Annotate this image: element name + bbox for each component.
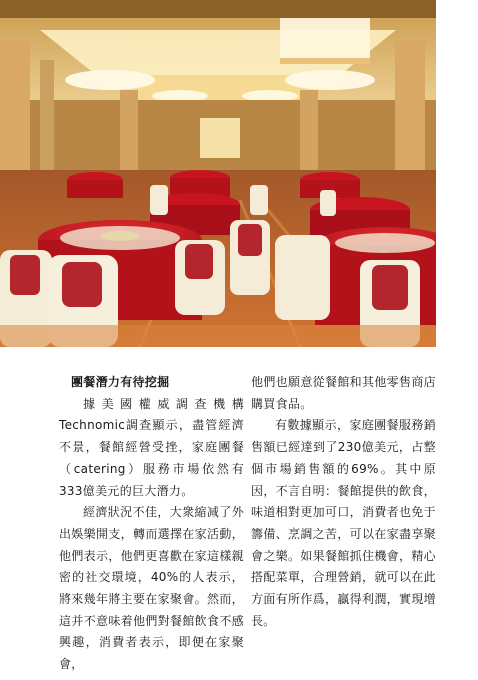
paragraph-data: 有數據顯示，家庭團餐服務銷售額已經達到了230億美元，占整個市場銷售額的69%。其中原因，不言自明：餐館提供的飲食，味道相對更加可口，消費者也免于籌備、烹調之苦，可以在家盡享聚會之樂。如果餐館抓住機會，精心搭配菜單，合理營銷，就可以在此方面有所作爲，贏得利潤，實現增長。 <box>251 418 436 628</box>
banquet-hall-photo <box>0 0 436 347</box>
column-mid-right <box>300 90 318 180</box>
article-column-left <box>59 372 244 676</box>
paragraph-survey: 據美國權威調查機構Technomic調查顯示，盡管經濟不景，餐館經營受挫，家庭團餐（catering）服務市場依然有333億美元的巨大潛力。 <box>59 396 244 498</box>
far-doorway <box>200 118 240 158</box>
article-heading: 團餐潛力有待挖掘 <box>71 375 170 389</box>
column-mid-left <box>120 90 138 180</box>
article-column-right <box>251 372 436 632</box>
chandelier-center <box>280 18 370 64</box>
paragraph-continuation: 他們也願意從餐館和其他零售商店購買食品。 <box>251 375 436 411</box>
banquet-hall-illustration <box>0 0 436 347</box>
distant-tables <box>67 170 360 198</box>
paragraph-economy: 經濟狀況不佳，大衆縮减了外出娛樂開支，轉而選擇在家活動，他們表示，他們更喜歡在家這樣親密的社交環境，40%的人表示，將來幾年將主要在家聚會。然而，這并不意味着他們對餐館飲食不感興趣，消費者表示，即便在家聚會， <box>59 505 244 672</box>
ceiling-beam <box>0 0 436 18</box>
floor-foreground <box>0 325 436 347</box>
